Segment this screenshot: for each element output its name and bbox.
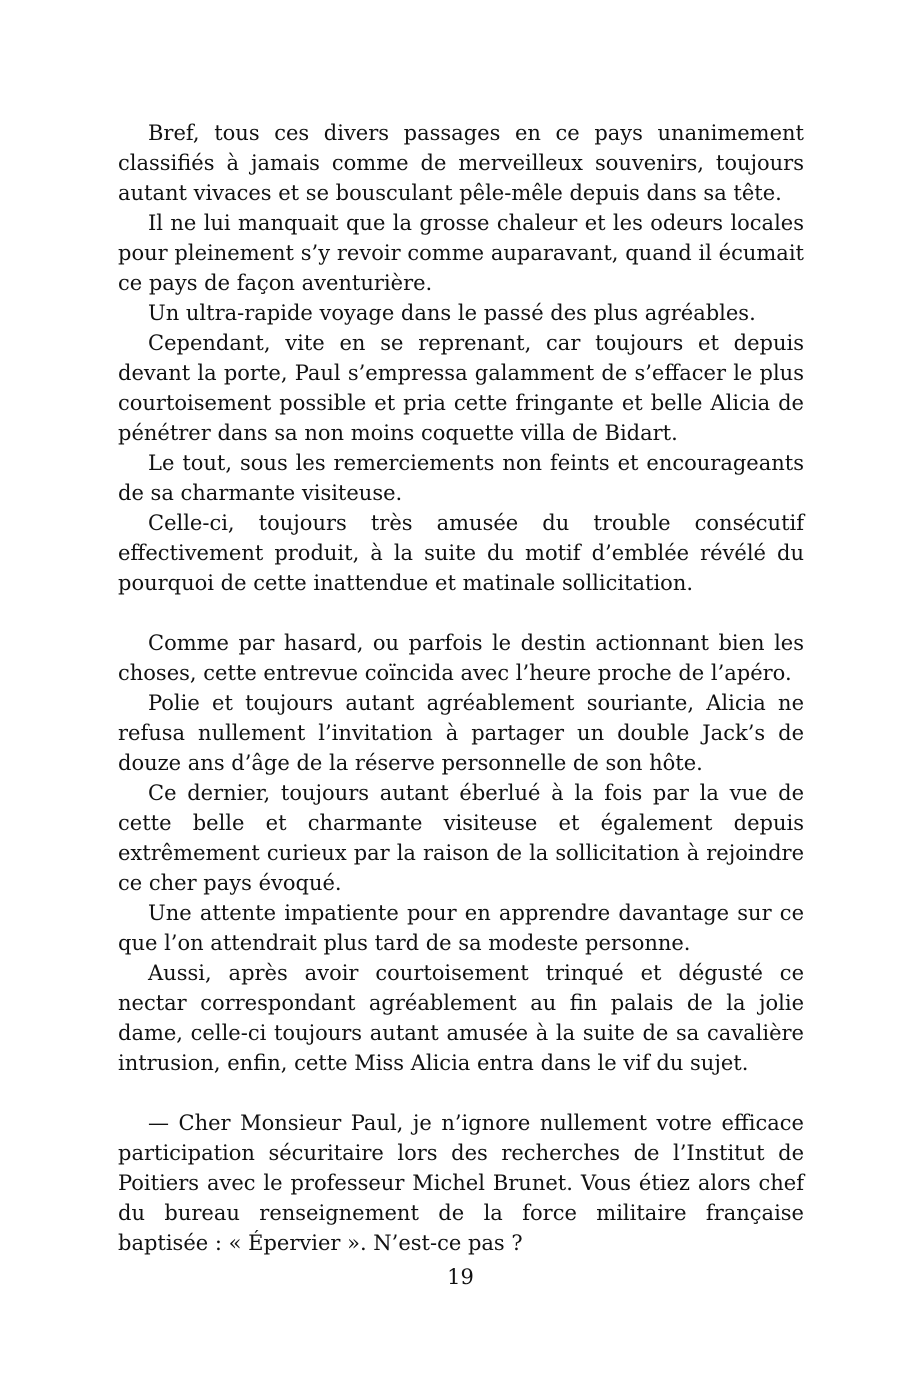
paragraph-1: Bref, tous ces divers passages en ce pays unanimement classifiés à jamais comme de merveilleux souvenirs, toujours autant vivaces et se bousculant pêle-mêle depuis dans sa tête. [118,121,804,205]
paragraph-10: Une attente impatiente pour en apprendre davantage sur ce que l’on attendrait plus tard de sa modeste personne. [118,901,804,955]
paragraph-2: Il ne lui manquait que la grosse chaleur et les odeurs locales pour pleinement s’y revoir comme auparavant, quand il écumait ce pays de façon aventurière. [118,211,804,295]
paragraph-7: Comme par hasard, ou parfois le destin actionnant bien les choses, cette entrevue coïncida avec l’heure proche de l’apéro. [118,631,804,685]
paragraph-5: Le tout, sous les remerciements non feints et encourageants de sa charmante visiteuse. [118,451,804,505]
paragraph-6: Celle-ci, toujours très amusée du trouble consécutif effectivement produit, à la suite du motif d’emblée révélé du pourquoi de cette inattendue et matinale sollicitation. [118,511,804,595]
paragraph-8: Polie et toujours autant agréablement souriante, Alicia ne refusa nullement l’invitation à partager un double Jack’s de douze ans d’âge de la réserve personnelle de son hôte. [118,691,804,775]
page-number: 19 [447,1265,474,1289]
paragraph-3: Un ultra-rapide voyage dans le passé des plus agréables. [148,301,756,325]
page-body [118,118,804,1258]
paragraph-4: Cependant, vite en se reprenant, car toujours et depuis devant la porte, Paul s’empressa galamment de s’effacer le plus courtoisement possible et pria cette fringante et belle Alicia de pénétrer dans sa non moins coquette villa de Bidart. [118,331,804,445]
paragraph-dialogue: — Cher Monsieur Paul, je n’ignore nullement votre efficace participation sécuritaire lors des recherches de l’Institut de Poitiers avec le professeur Michel Brunet. Vous étiez alors chef du bureau renseignement de la force militaire française baptisée : « Épervier ». N’est-ce pas ? [118,1111,804,1255]
paragraph-11: Aussi, après avoir courtoisement trinqué et dégusté ce nectar correspondant agréablement au fin palais de la jolie dame, celle-ci toujours autant amusée à la suite de sa cavalière intrusion, enfin, cette Miss Alicia entra dans le vif du sujet. [118,961,804,1075]
paragraph-9: Ce dernier, toujours autant éberlué à la fois par la vue de cette belle et charmante visiteuse et également depuis extrêmement curieux par la raison de la sollicitation à rejoindre ce cher pays évoqué. [118,781,804,895]
